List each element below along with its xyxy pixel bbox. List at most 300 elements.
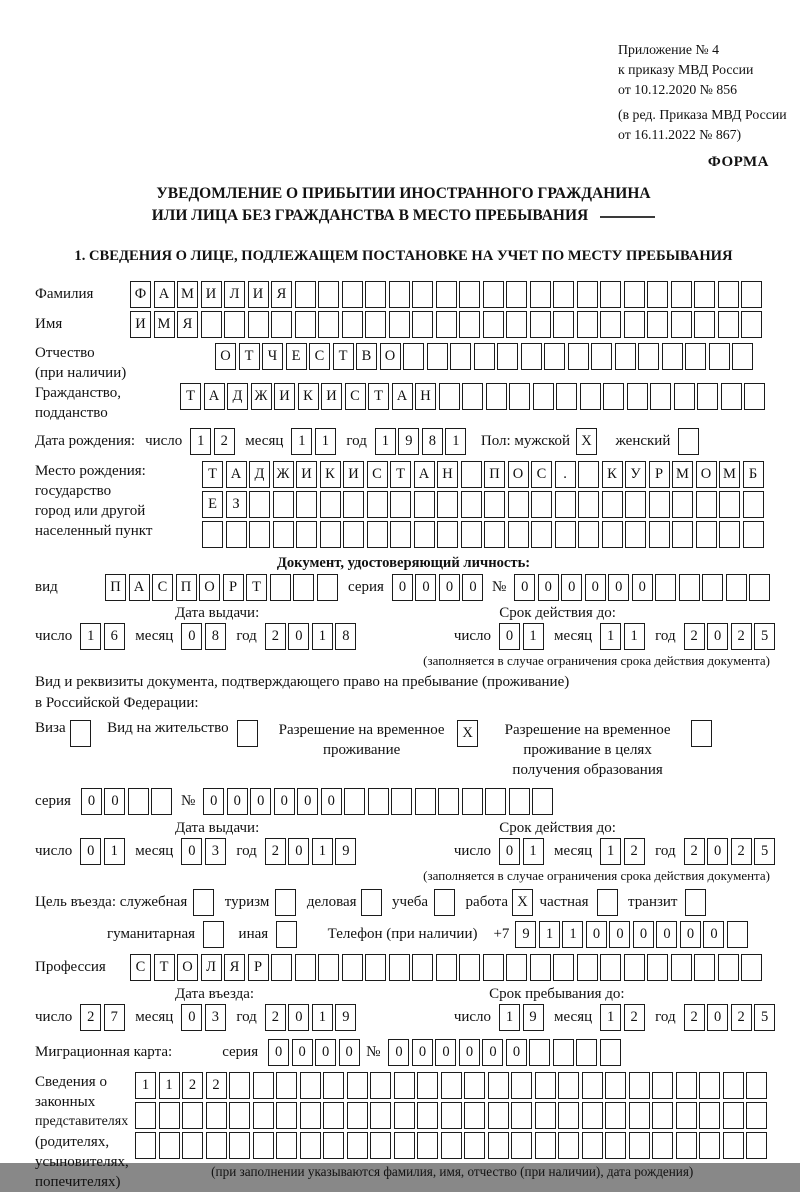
birth-date-label: Дата рождения:	[35, 433, 136, 449]
day-label: число	[145, 433, 183, 449]
identity-doc-footnote: (заполняется в случае ограничения срока действия документа)	[423, 653, 770, 668]
char-cell: 0	[415, 574, 436, 601]
char-cell	[417, 1102, 438, 1129]
char-cell: 0	[181, 623, 202, 650]
char-cell	[506, 954, 527, 981]
citizenship-label: Гражданство,	[35, 385, 122, 401]
char-cell	[578, 521, 599, 548]
char-cell: 0	[514, 574, 535, 601]
row-visit-purpose	[35, 889, 772, 916]
migration-number-cells	[388, 1039, 623, 1066]
char-cell	[531, 491, 552, 518]
temp-residence-label-block	[274, 720, 449, 760]
char-cell	[718, 281, 739, 308]
char-cell	[135, 1102, 156, 1129]
char-cell	[582, 1072, 603, 1099]
char-cell: Ч	[262, 343, 283, 370]
char-cell	[535, 1072, 556, 1099]
char-cell	[436, 311, 457, 338]
migration-number-label: №	[366, 1044, 381, 1060]
char-cell	[342, 311, 363, 338]
char-cell	[201, 311, 222, 338]
char-cell	[182, 1102, 203, 1129]
purpose-gumanitarnaya-checkbox	[203, 921, 224, 948]
residence-issue-day-cells	[80, 838, 127, 865]
char-cell	[509, 383, 530, 410]
row-residence-dates	[35, 838, 772, 865]
char-cell: 0	[707, 1004, 728, 1031]
char-cell	[685, 343, 706, 370]
purpose-turizm-checkbox	[275, 889, 296, 916]
appendix-line: от 10.12.2020 № 856	[618, 82, 738, 97]
residence-issue-month-cells	[181, 838, 228, 865]
char-cell	[441, 1072, 462, 1099]
representatives-label4: (родителях,	[35, 1134, 110, 1150]
row-name	[35, 311, 772, 338]
residence-series-label: серия	[35, 793, 71, 809]
char-cell: 0	[104, 788, 125, 815]
birth-place-label3: город или другой	[35, 503, 146, 519]
month-label: месяц	[135, 843, 174, 859]
char-cell	[224, 311, 245, 338]
char-cell: М	[177, 281, 198, 308]
forma-label: ФОРМА	[707, 154, 769, 170]
birth-place-cells-stack	[202, 461, 766, 551]
char-cell	[746, 1102, 767, 1129]
char-cell	[580, 383, 601, 410]
identity-issue-month-cells	[181, 623, 228, 650]
representatives-cells-stack	[135, 1072, 770, 1180]
char-cell: Е	[202, 491, 223, 518]
char-cell: О	[380, 343, 401, 370]
identity-issue-date	[35, 623, 359, 650]
char-cell: З	[226, 491, 247, 518]
residence-doc-intro2: в Российской Федерации:	[35, 695, 199, 711]
char-cell: 2	[731, 838, 752, 865]
row-residence-date-headings	[35, 820, 772, 837]
identity-expiry-month-cells	[600, 623, 647, 650]
char-cell	[511, 1072, 532, 1099]
char-cell	[582, 1102, 603, 1129]
entry-month-cells	[181, 1004, 228, 1031]
char-cell	[488, 1102, 509, 1129]
char-cell: 0	[608, 574, 629, 601]
char-cell	[744, 383, 765, 410]
phone-label: Телефон (при наличии)	[327, 926, 478, 942]
char-cell	[276, 1102, 297, 1129]
char-cell	[726, 574, 747, 601]
char-cell	[506, 281, 527, 308]
entry-day-cells	[80, 1004, 127, 1031]
char-cell	[532, 788, 553, 815]
char-cell	[671, 954, 692, 981]
profession-cells	[130, 954, 765, 981]
char-cell: 0	[462, 574, 483, 601]
char-cell	[414, 521, 435, 548]
char-cell	[323, 1072, 344, 1099]
char-cell	[749, 574, 770, 601]
char-cell: А	[129, 574, 150, 601]
purpose-inaya-label: иная	[238, 926, 269, 942]
char-cell: 9	[398, 428, 419, 455]
residence-expiry-heading: Срок действия до:	[499, 820, 616, 836]
char-cell	[464, 1072, 485, 1099]
char-cell	[602, 491, 623, 518]
representatives-row1-cells	[135, 1072, 770, 1099]
stay-until-date	[454, 1004, 778, 1031]
char-cell	[226, 521, 247, 548]
char-cell	[182, 1132, 203, 1159]
char-cell	[128, 788, 149, 815]
char-cell	[486, 383, 507, 410]
char-cell	[647, 281, 668, 308]
birth-day-cells	[190, 428, 237, 455]
char-cell	[577, 281, 598, 308]
char-cell	[417, 1132, 438, 1159]
stay-until-heading: Срок пребывания до:	[489, 986, 625, 1002]
char-cell: Т	[154, 954, 175, 981]
char-cell	[650, 383, 671, 410]
char-cell: О	[696, 461, 717, 488]
char-cell	[437, 491, 458, 518]
char-cell	[600, 954, 621, 981]
purpose-tranzit-checkbox	[685, 889, 706, 916]
char-cell: 1	[523, 623, 544, 650]
residence-expiry-day-cells	[499, 838, 546, 865]
char-cell: 0	[315, 1039, 336, 1066]
patronymic-note: (при наличии)	[35, 365, 127, 381]
char-cell	[558, 1072, 579, 1099]
char-cell	[483, 954, 504, 981]
char-cell: М	[154, 311, 175, 338]
representatives-row3-cells	[135, 1132, 770, 1159]
char-cell	[296, 521, 317, 548]
day-label: число	[453, 843, 492, 859]
char-cell	[652, 1132, 673, 1159]
char-cell	[403, 343, 424, 370]
char-cell	[627, 383, 648, 410]
char-cell	[253, 1072, 274, 1099]
char-cell: 0	[506, 1039, 527, 1066]
char-cell	[723, 1132, 744, 1159]
char-cell: 7	[104, 1004, 125, 1031]
char-cell	[271, 311, 292, 338]
visa-checkbox	[70, 720, 91, 747]
char-cell: 1	[315, 428, 336, 455]
representatives-label-block	[35, 1072, 135, 1192]
identity-kind-label: вид	[35, 579, 58, 595]
char-cell	[270, 574, 291, 601]
char-cell	[671, 311, 692, 338]
char-cell: 0	[609, 921, 630, 948]
char-cell	[605, 1072, 626, 1099]
entry-date	[35, 1004, 359, 1031]
char-cell	[295, 281, 316, 308]
char-cell: 2	[265, 623, 286, 650]
char-cell	[555, 521, 576, 548]
char-cell: 1	[445, 428, 466, 455]
char-cell	[320, 521, 341, 548]
purpose-ucheba-checkbox	[434, 889, 455, 916]
surname-cells	[130, 281, 765, 308]
char-cell	[696, 521, 717, 548]
char-cell	[624, 281, 645, 308]
citizenship-label-block	[35, 383, 180, 423]
char-cell: 8	[422, 428, 443, 455]
char-cell	[741, 954, 762, 981]
char-cell: 2	[684, 623, 705, 650]
char-cell: Р	[248, 954, 269, 981]
char-cell	[605, 1102, 626, 1129]
char-cell	[696, 491, 717, 518]
birth-month-cells	[291, 428, 338, 455]
identity-issue-year-cells	[265, 623, 359, 650]
char-cell	[437, 521, 458, 548]
char-cell	[484, 491, 505, 518]
char-cell	[343, 491, 364, 518]
char-cell	[229, 1132, 250, 1159]
phone-cells	[515, 921, 750, 948]
char-cell	[652, 1102, 673, 1129]
char-cell	[464, 1132, 485, 1159]
char-cell	[485, 788, 506, 815]
stay-month-cells	[600, 1004, 647, 1031]
char-cell	[464, 1102, 485, 1129]
birth-place-label1: Место рождения:	[35, 463, 146, 479]
char-cell	[699, 1072, 720, 1099]
residence-permit-checkbox	[237, 720, 258, 747]
char-cell	[461, 521, 482, 548]
char-cell: Д	[249, 461, 270, 488]
char-cell	[450, 343, 471, 370]
day-label: число	[453, 628, 492, 644]
char-cell: 1	[159, 1072, 180, 1099]
char-cell	[462, 788, 483, 815]
char-cell: Р	[223, 574, 244, 601]
char-cell: 9	[335, 1004, 356, 1031]
sex-female-label: женский	[615, 433, 671, 449]
char-cell	[624, 954, 645, 981]
char-cell: Л	[201, 954, 222, 981]
char-cell: 0	[707, 838, 728, 865]
char-cell: 1	[312, 623, 333, 650]
birth-place-row3-cells	[202, 521, 766, 548]
char-cell: 0	[656, 921, 677, 948]
char-cell	[370, 1072, 391, 1099]
representatives-label3: представителях	[35, 1114, 129, 1129]
row-identity-doc	[35, 574, 772, 601]
char-cell	[508, 491, 529, 518]
identity-expiry-year-cells	[684, 623, 778, 650]
char-cell: 0	[250, 788, 271, 815]
char-cell: 2	[624, 1004, 645, 1031]
month-label: месяц	[245, 433, 284, 449]
char-cell: Т	[368, 383, 389, 410]
migration-card-label: Миграционная карта:	[35, 1044, 173, 1060]
char-cell	[343, 521, 364, 548]
appendix-line: к приказу МВД России	[618, 62, 754, 77]
char-cell: 2	[731, 1004, 752, 1031]
char-cell	[662, 343, 683, 370]
char-cell	[702, 574, 723, 601]
char-cell: Т	[202, 461, 223, 488]
char-cell	[347, 1102, 368, 1129]
char-cell	[323, 1102, 344, 1129]
char-cell: Ф	[130, 281, 151, 308]
month-label: месяц	[135, 628, 174, 644]
char-cell	[605, 1132, 626, 1159]
char-cell	[558, 1102, 579, 1129]
char-cell: 1	[80, 623, 101, 650]
char-cell: У	[625, 461, 646, 488]
char-cell	[625, 521, 646, 548]
birth-place-label-block	[35, 461, 202, 541]
char-cell	[439, 383, 460, 410]
sex-male-checkbox: X	[576, 428, 597, 455]
char-cell	[461, 491, 482, 518]
char-cell: И	[343, 461, 364, 488]
char-cell	[417, 1072, 438, 1099]
char-cell	[273, 521, 294, 548]
day-label: число	[453, 1009, 492, 1025]
char-cell	[625, 491, 646, 518]
char-cell	[697, 383, 718, 410]
char-cell: 0	[499, 838, 520, 865]
char-cell	[390, 521, 411, 548]
char-cell: 2	[214, 428, 235, 455]
citizenship-label2: подданство	[35, 405, 108, 421]
month-label: месяц	[554, 1009, 593, 1025]
surname-label: Фамилия	[35, 286, 94, 302]
stay-day-cells	[499, 1004, 546, 1031]
purpose-gumanitarnaya-label: гуманитарная	[107, 926, 196, 942]
char-cell: 0	[482, 1039, 503, 1066]
char-cell: А	[154, 281, 175, 308]
temp-residence-edu-label2: проживание в целях	[523, 742, 652, 758]
char-cell: С	[130, 954, 151, 981]
row-residence-series	[35, 788, 772, 815]
char-cell: Н	[415, 383, 436, 410]
temp-residence-edu-label3: получения образования	[512, 762, 663, 778]
char-cell: 0	[227, 788, 248, 815]
char-cell	[159, 1132, 180, 1159]
char-cell: К	[602, 461, 623, 488]
char-cell	[229, 1102, 250, 1129]
char-cell: 8	[335, 623, 356, 650]
char-cell	[412, 954, 433, 981]
char-cell	[318, 954, 339, 981]
temp-residence-checkbox: X	[457, 720, 478, 747]
char-cell: И	[296, 461, 317, 488]
char-cell	[370, 1132, 391, 1159]
char-cell	[624, 311, 645, 338]
char-cell: П	[484, 461, 505, 488]
char-cell	[365, 281, 386, 308]
char-cell	[629, 1132, 650, 1159]
char-cell	[367, 491, 388, 518]
patronymic-cells	[215, 343, 756, 370]
char-cell	[459, 954, 480, 981]
char-cell	[741, 281, 762, 308]
char-cell: 1	[499, 1004, 520, 1031]
char-cell: 0	[203, 788, 224, 815]
char-cell: 2	[265, 838, 286, 865]
char-cell	[320, 491, 341, 518]
char-cell	[365, 311, 386, 338]
char-cell	[699, 1132, 720, 1159]
birth-year-cells	[375, 428, 469, 455]
char-cell: 6	[104, 623, 125, 650]
char-cell	[530, 954, 551, 981]
residence-number-cells	[203, 788, 556, 815]
purpose-label: Цель въезда: служебная	[35, 894, 188, 910]
char-cell	[629, 1102, 650, 1129]
day-label: число	[35, 1009, 73, 1025]
citizenship-cells	[180, 383, 768, 410]
char-cell: Ж	[273, 461, 294, 488]
amendment-block	[618, 105, 787, 145]
char-cell: 5	[754, 623, 775, 650]
char-cell: 0	[561, 574, 582, 601]
char-cell: 0	[499, 623, 520, 650]
char-cell	[436, 281, 457, 308]
char-cell	[578, 461, 599, 488]
char-cell: Д	[227, 383, 248, 410]
identity-expiry-date	[454, 623, 778, 650]
char-cell: И	[201, 281, 222, 308]
char-cell	[394, 1072, 415, 1099]
char-cell: 3	[205, 1004, 226, 1031]
char-cell	[647, 954, 668, 981]
row-birth-date	[35, 428, 772, 455]
char-cell	[459, 311, 480, 338]
char-cell	[318, 281, 339, 308]
char-cell: 1	[312, 1004, 333, 1031]
year-label: год	[236, 1009, 257, 1025]
day-label: число	[35, 843, 73, 859]
form-title-line2	[35, 205, 772, 227]
month-label: месяц	[554, 843, 593, 859]
char-cell	[389, 954, 410, 981]
char-cell: 0	[707, 623, 728, 650]
char-cell	[249, 521, 270, 548]
char-cell	[743, 491, 764, 518]
char-cell: 0	[439, 574, 460, 601]
char-cell: 0	[435, 1039, 456, 1066]
char-cell: Б	[743, 461, 764, 488]
birth-place-label4: населенный пункт	[35, 523, 153, 539]
char-cell	[649, 491, 670, 518]
char-cell: 1	[624, 623, 645, 650]
char-cell: 3	[205, 838, 226, 865]
char-cell: 0	[586, 921, 607, 948]
char-cell	[151, 788, 172, 815]
char-cell	[276, 1072, 297, 1099]
char-cell	[488, 1132, 509, 1159]
char-cell	[459, 281, 480, 308]
char-cell	[699, 1102, 720, 1129]
char-cell	[732, 343, 753, 370]
sex-female-checkbox	[678, 428, 699, 455]
char-cell	[436, 954, 457, 981]
char-cell	[727, 921, 748, 948]
purpose-chastnaya-checkbox	[597, 889, 618, 916]
char-cell	[531, 521, 552, 548]
row-residence-doc-types	[35, 720, 772, 780]
char-cell	[602, 521, 623, 548]
purpose-turizm-label: туризм	[224, 894, 270, 910]
char-cell	[367, 521, 388, 548]
